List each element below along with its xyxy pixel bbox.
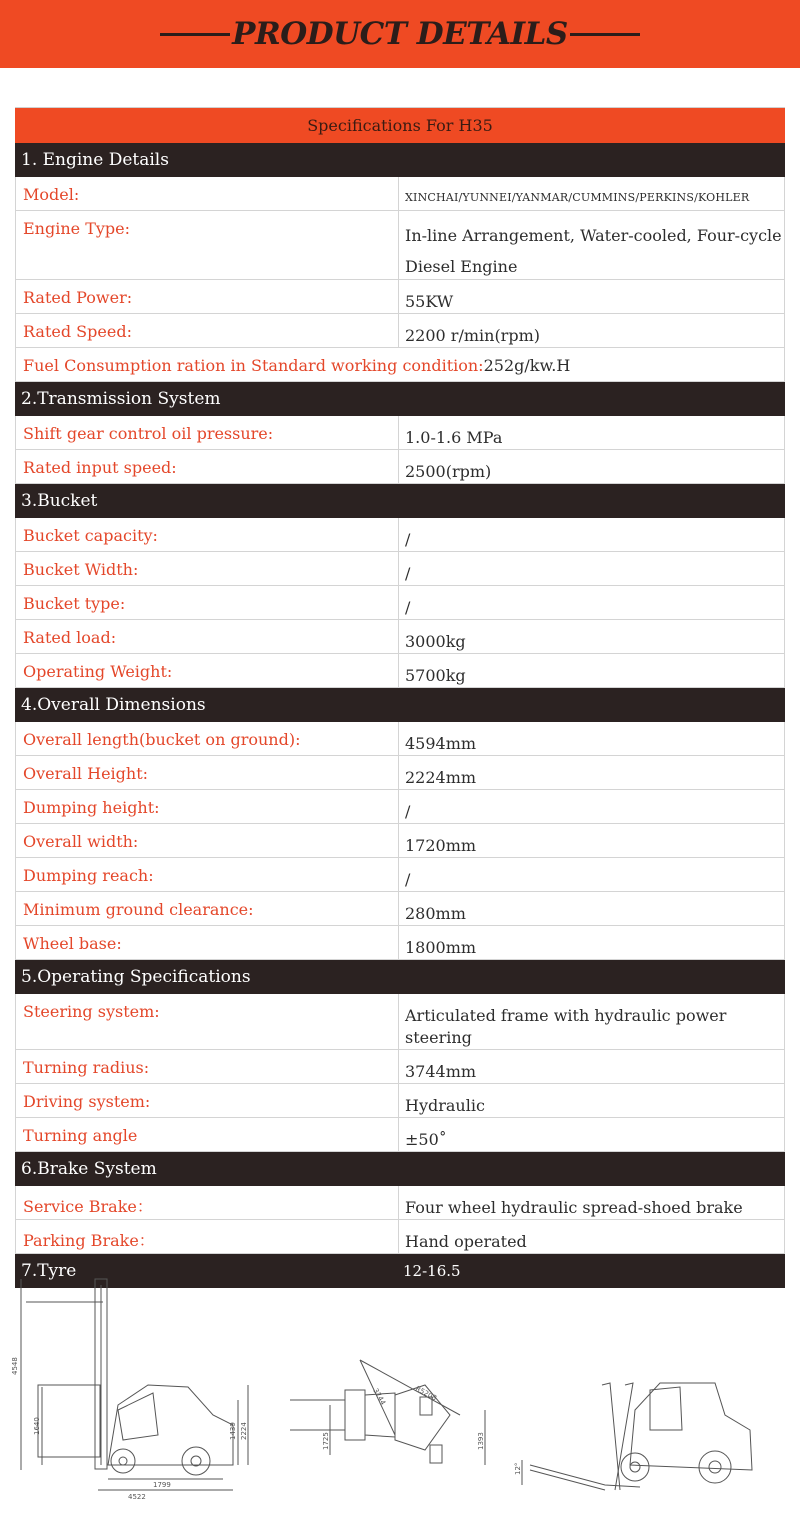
row-value: Hydraulic	[405, 1096, 485, 1115]
table-row	[15, 994, 785, 1050]
table-row	[15, 586, 785, 620]
side-dim-1: 4548	[11, 1357, 19, 1375]
tilt-view-drawing	[510, 1375, 770, 1495]
side-dim-4: 2224	[240, 1422, 248, 1440]
row-value: Hand operated	[405, 1232, 527, 1251]
row-label: Rated input speed:	[16, 450, 399, 483]
table-row	[15, 280, 785, 314]
table-row	[15, 1050, 785, 1084]
banner-title: PRODUCT DETAILS	[232, 16, 568, 52]
table-row	[15, 348, 785, 382]
row-value: 55KW	[405, 292, 454, 311]
top-dim-4: R5208	[414, 1384, 438, 1403]
row-label: Steering system:	[16, 994, 399, 1049]
row-value: 2224mm	[405, 768, 477, 787]
row-value: /	[405, 598, 411, 617]
row-label: Fuel Consumption ration in Standard working condition:	[23, 356, 484, 375]
header-banner	[0, 0, 800, 68]
table-row	[15, 790, 785, 824]
table-row	[15, 450, 785, 484]
row-label: Engine Type:	[16, 211, 399, 279]
row-label: Driving system:	[16, 1084, 399, 1117]
table-row	[15, 1186, 785, 1220]
banner-line-right	[570, 33, 640, 36]
table-row	[15, 926, 785, 960]
row-value: Articulated frame with hydraulic power steering	[405, 1006, 727, 1047]
row-label: Service Brake：	[16, 1186, 399, 1219]
row-label: Dumping reach:	[16, 858, 399, 891]
table-row	[15, 1118, 785, 1152]
row-label: Turning radius:	[16, 1050, 399, 1083]
row-value: XINCHAI/YUNNEI/YANMAR/CUMMINS/PERKINS/KOHLER	[405, 191, 750, 204]
row-label: Dumping height:	[16, 790, 399, 823]
top-dim-2: 1393	[477, 1432, 485, 1450]
table-row	[15, 314, 785, 348]
row-label: Minimum ground clearance:	[16, 892, 399, 925]
row-label: Shift gear control oil pressure:	[16, 416, 399, 449]
row-label: Bucket capacity:	[16, 518, 399, 551]
row-label: Wheel base:	[16, 926, 399, 959]
side-dim-2: 1640	[33, 1417, 41, 1435]
table-row	[15, 177, 785, 211]
section-bucket: 3.Bucket	[15, 484, 785, 518]
table-row	[15, 722, 785, 756]
tyre-heading: 7.Tyre	[21, 1261, 77, 1281]
table-row	[15, 211, 785, 280]
row-label: Bucket Width:	[16, 552, 399, 585]
row-label: Overall Height:	[16, 756, 399, 789]
table-row	[15, 654, 785, 688]
row-label: Rated Power:	[16, 280, 399, 313]
side-dim-3: 1439	[229, 1422, 237, 1440]
row-label: Overall width:	[16, 824, 399, 857]
row-value: 3000kg	[405, 632, 466, 651]
spec-table-title: Specifications For H35	[15, 108, 785, 143]
row-value: 2500(rpm)	[405, 462, 492, 481]
section-overall-dimensions: 4.Overall Dimensions	[15, 688, 785, 722]
table-row	[15, 518, 785, 552]
row-value: 3744mm	[405, 1062, 477, 1081]
row-value: /	[405, 564, 411, 583]
table-row	[15, 892, 785, 926]
row-label: Bucket type:	[16, 586, 399, 619]
row-value: 1.0-1.6 MPa	[405, 428, 503, 447]
row-label: Rated Speed:	[16, 314, 399, 347]
row-label: Rated load:	[16, 620, 399, 653]
row-label: Turning angle	[16, 1118, 399, 1151]
top-dim-3: 3744	[371, 1387, 388, 1407]
table-row	[15, 620, 785, 654]
row-value: /	[405, 870, 411, 889]
top-dim-1: 1725	[322, 1432, 330, 1450]
section-engine-details: 1. Engine Details	[15, 143, 785, 177]
table-row	[15, 552, 785, 586]
row-value: In-line Arrangement, Water-cooled, Four-cycle Diesel Engine	[405, 226, 782, 276]
table-row	[15, 416, 785, 450]
table-row	[15, 824, 785, 858]
row-value: Four wheel hydraulic spread-shoed brake	[405, 1198, 743, 1217]
row-value: 1720mm	[405, 836, 477, 855]
table-row	[15, 1084, 785, 1118]
section-brake-system: 6.Brake System	[15, 1152, 785, 1186]
row-value: 252g/kw.H	[483, 356, 571, 375]
table-row	[15, 858, 785, 892]
side-view-drawing	[8, 1275, 268, 1507]
row-value: /	[405, 802, 411, 821]
top-view-drawing	[285, 1355, 500, 1485]
row-value: 280mm	[405, 904, 466, 923]
table-row	[15, 756, 785, 790]
side-dim-6: 4522	[128, 1493, 146, 1501]
table-row	[15, 1220, 785, 1254]
row-label: Model:	[16, 177, 399, 210]
row-value: /	[405, 530, 411, 549]
tilt-dim-1: 12°	[514, 1462, 522, 1475]
section-transmission-system: 2.Transmission System	[15, 382, 785, 416]
row-value: 4594mm	[405, 734, 477, 753]
tyre-value: 12-16.5	[403, 1262, 461, 1280]
row-label: Parking Brake：	[16, 1220, 399, 1253]
side-dim-5: 1799	[153, 1481, 171, 1489]
spec-table	[15, 107, 785, 1288]
banner-line-left	[160, 33, 230, 36]
row-value: 1800mm	[405, 938, 477, 957]
section-operating-specifications: 5.Operating Specifications	[15, 960, 785, 994]
row-label: Overall length(bucket on ground):	[16, 722, 399, 755]
row-label: Operating Weight:	[16, 654, 399, 687]
row-value: ±50˚	[405, 1130, 447, 1149]
row-value: 2200 r/min(rpm)	[405, 326, 540, 345]
row-value: 5700kg	[405, 666, 466, 685]
